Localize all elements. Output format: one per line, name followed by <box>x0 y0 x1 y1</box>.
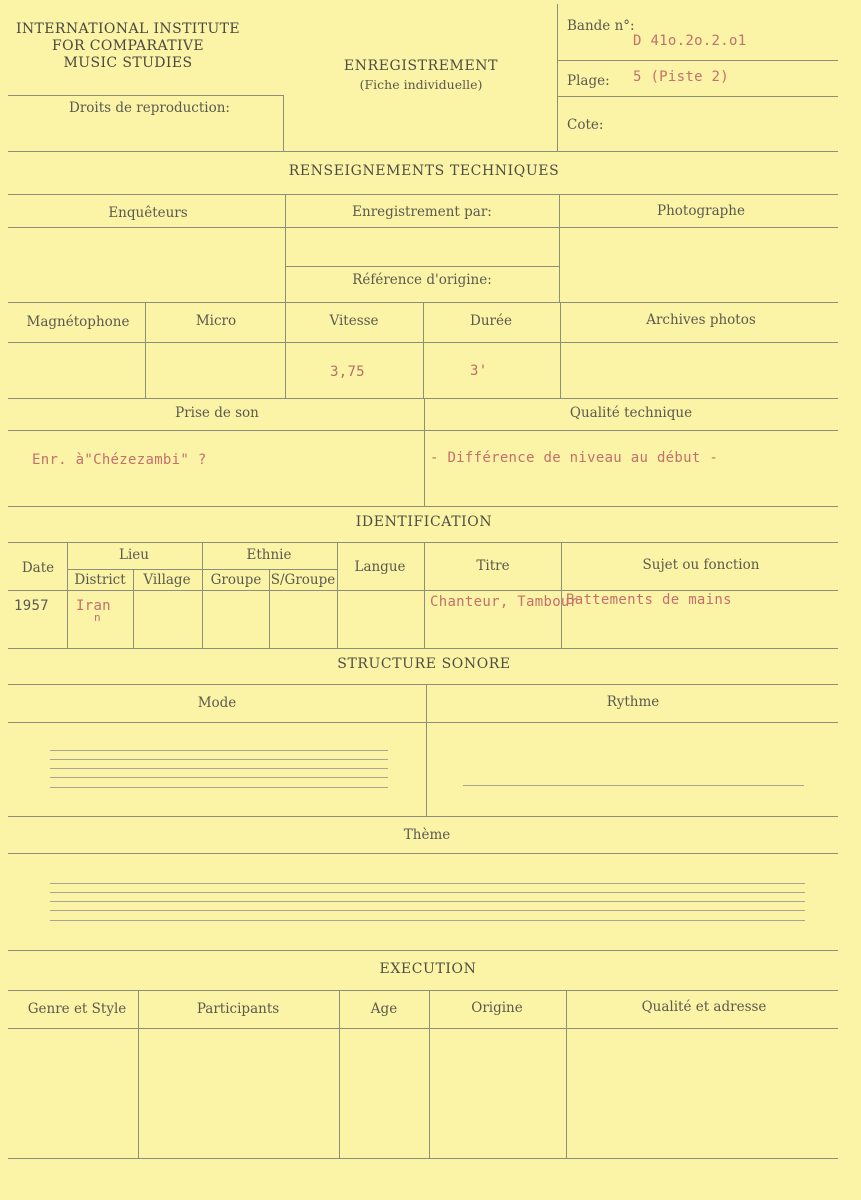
exec-vline-4 <box>566 990 567 1158</box>
district-label: District <box>74 572 126 588</box>
mode-staff-line-2 <box>50 759 388 760</box>
plage-divider <box>557 96 838 97</box>
tech-bottom-line <box>8 506 838 507</box>
tech-row1-line <box>8 227 838 228</box>
institute-line-3: MUSIC STUDIES <box>63 55 193 71</box>
theme-bottom-line <box>8 950 838 951</box>
theme-staff-line-4 <box>50 910 805 911</box>
tech-vline-1 <box>285 194 286 302</box>
tech-vline-2 <box>559 194 560 302</box>
execution-bottom-line <box>8 1158 838 1159</box>
structure-title-line <box>8 684 838 685</box>
bande-label: Bande n°: <box>567 18 635 34</box>
reference-origine-label: Référence d'origine: <box>352 272 492 288</box>
structure-section-title: STRUCTURE SONORE <box>337 656 511 672</box>
form-title: ENREGISTREMENT <box>343 58 499 74</box>
vitesse-label: Vitesse <box>329 313 379 329</box>
origine-label: Origine <box>471 1000 523 1016</box>
district-value: Iran <box>76 598 111 614</box>
tech-vline-7 <box>424 398 425 506</box>
plage-label: Plage: <box>567 73 610 89</box>
photographe-label: Photographe <box>657 203 745 219</box>
date-value: 1957 <box>14 598 49 614</box>
form-subtitle: (Fiche individuelle) <box>359 77 483 92</box>
date-label: Date <box>21 560 55 576</box>
mode-staff-line-5 <box>50 787 388 788</box>
sujet-value: Battements de mains <box>566 592 732 608</box>
ident-header-line <box>8 590 838 591</box>
ident-vline-1 <box>67 542 68 648</box>
tech-row3-line <box>8 342 838 343</box>
qualite-technique-label: Qualité technique <box>569 405 693 421</box>
ident-vline-3 <box>202 542 203 648</box>
execution-header-line <box>8 1028 838 1029</box>
header-right-vline <box>557 4 558 151</box>
sujet-label: Sujet ou fonction <box>642 557 760 573</box>
titre-value: Chanteur, Tambour <box>430 594 579 610</box>
ident-vline-6 <box>424 542 425 648</box>
tech-title-line <box>8 194 838 195</box>
village-label: Village <box>143 572 191 588</box>
theme-label: Thème <box>403 827 451 843</box>
header-bottom-line <box>8 151 838 152</box>
groupe-label: Groupe <box>210 572 262 588</box>
structure-vline <box>426 684 427 816</box>
ident-vline-5 <box>337 542 338 648</box>
structure-bottom-line <box>8 816 838 817</box>
structure-header-line <box>8 722 838 723</box>
qualite-adresse-label: Qualité et adresse <box>641 999 767 1015</box>
ident-bottom-line <box>8 648 838 649</box>
plage-value: 5 (Piste 2) <box>633 69 730 85</box>
enqueteurs-label: Enquêteurs <box>108 205 188 221</box>
ident-vline-4 <box>269 569 270 648</box>
bande-divider <box>557 60 838 61</box>
rythme-line <box>463 785 804 786</box>
langue-label: Langue <box>354 559 406 575</box>
institute-line-1: INTERNATIONAL INSTITUTE <box>15 21 241 37</box>
participants-label: Participants <box>196 1001 280 1017</box>
tech-vline-4 <box>285 302 286 398</box>
exec-vline-3 <box>429 990 430 1158</box>
ethnie-label: Ethnie <box>246 547 292 563</box>
enregistrement-par-label: Enregistrement par: <box>352 204 492 220</box>
tech-row4-line <box>8 398 838 399</box>
lieu-label: Lieu <box>119 547 149 563</box>
prise-de-son-label: Prise de son <box>175 405 259 421</box>
vitesse-value: 3,75 <box>330 364 365 380</box>
theme-staff-line-3 <box>50 901 805 902</box>
bande-value: D 41o.2o.2.o1 <box>633 33 747 49</box>
institute-line-2: FOR COMPARATIVE <box>51 38 205 54</box>
exec-vline-1 <box>138 990 139 1158</box>
exec-vline-2 <box>339 990 340 1158</box>
identification-section-title: IDENTIFICATION <box>355 514 493 530</box>
micro-label: Micro <box>195 313 237 329</box>
mode-staff-line-4 <box>50 777 388 778</box>
age-label: Age <box>370 1001 398 1017</box>
tech-section-title: RENSEIGNEMENTS TECHNIQUES <box>288 163 560 179</box>
titre-label: Titre <box>476 558 510 574</box>
ident-vline-2 <box>133 569 134 648</box>
prise-de-son-value: Enr. à"Chézezambi" ? <box>32 452 207 468</box>
cote-label: Cote: <box>567 117 604 133</box>
qualite-technique-value: - Différence de niveau au début - <box>430 450 719 466</box>
sgroupe-label: S/Groupe <box>270 572 336 588</box>
tech-vline-6 <box>560 302 561 398</box>
theme-staff-line-5 <box>50 920 805 921</box>
mode-staff-line-3 <box>50 768 388 769</box>
duree-label: Durée <box>470 313 512 329</box>
execution-title-line <box>8 990 838 991</box>
theme-header-line <box>8 853 838 854</box>
tech-row5-line <box>8 430 838 431</box>
duree-value: 3' <box>470 363 488 379</box>
rythme-label: Rythme <box>606 694 660 710</box>
theme-staff-line-2 <box>50 892 805 893</box>
droits-label: Droits de reproduction: <box>69 100 230 116</box>
execution-section-title: EXECUTION <box>379 961 477 977</box>
header-left-divider <box>8 95 283 96</box>
mode-staff-line-1 <box>50 750 388 751</box>
institute-name <box>16 21 240 72</box>
mode-label: Mode <box>197 695 237 711</box>
genre-style-label: Genre et Style <box>27 1001 127 1017</box>
tech-vline-5 <box>423 302 424 398</box>
ident-title-line <box>8 542 838 543</box>
magnetophone-label: Magnétophone <box>26 314 130 330</box>
header-left-vline <box>283 95 284 151</box>
tech-vline-3 <box>145 302 146 398</box>
reference-line <box>285 266 559 267</box>
theme-staff-line-1 <box>50 883 805 884</box>
district-note: n <box>94 611 101 624</box>
archives-photos-label: Archives photos <box>646 312 756 328</box>
